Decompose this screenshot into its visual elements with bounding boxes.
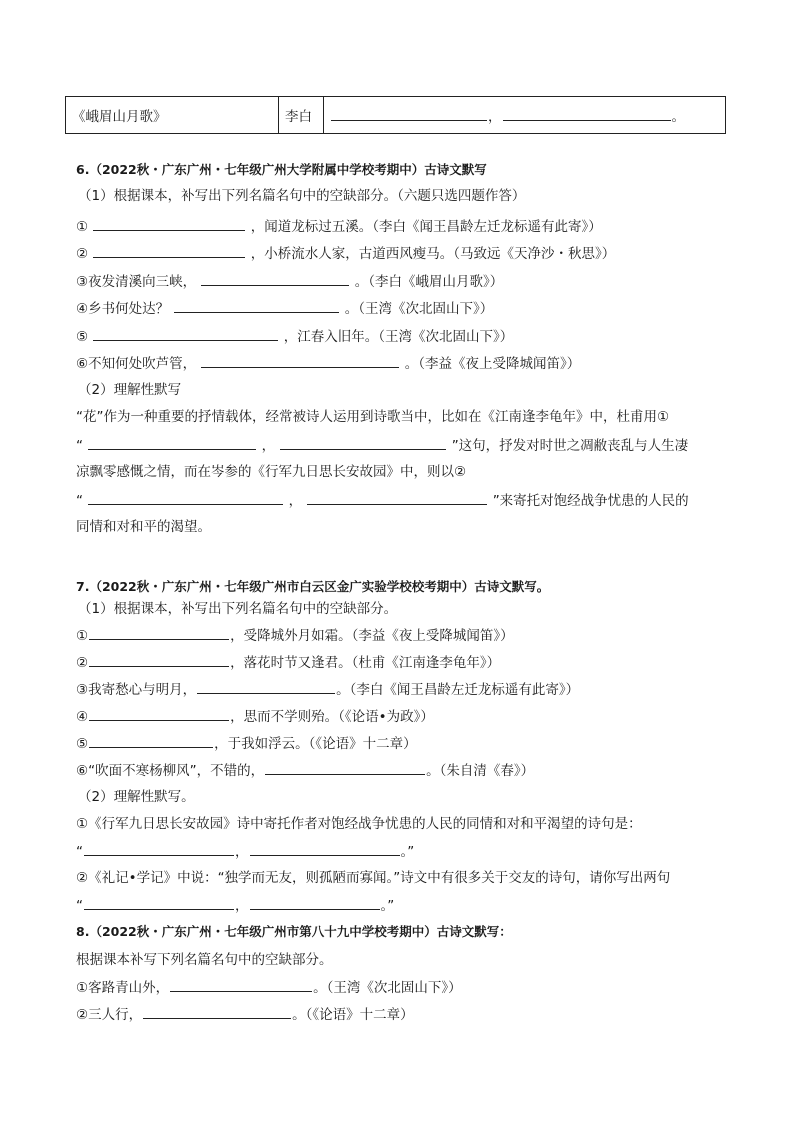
answer-blank[interactable] [307, 490, 487, 505]
q7-header: 7.（2022秋・广东广州・七年级广州市白云区金广实验学校校考期中）古诗文默写。 [76, 579, 550, 594]
q7-understand-1-answer: “ ， 。” [76, 841, 414, 862]
answer-blank[interactable] [93, 216, 245, 231]
answer-blank[interactable] [143, 1004, 291, 1019]
answer-blank[interactable] [89, 652, 229, 667]
answer-blank[interactable] [503, 106, 671, 121]
q7-item-1: ① ，受降城外月如霜。（李益《夜上受降城闻笛》） [76, 625, 514, 646]
q8-part1: 根据课本补写下列名篇名句中的空缺部分。 [76, 952, 333, 968]
q6-item-4: ④乡书何处达？ 。（王湾《次北固山下》） [76, 298, 493, 319]
q7-understand-2-answer: “ ， 。” [76, 895, 394, 916]
q6-text-4: “ ， ”来寄托对饱经战争忧患的人民的 [76, 490, 689, 511]
q7-item-5: ⑤ ，于我如浮云。（《论语》十二章） [76, 733, 417, 754]
answer-blank[interactable] [197, 679, 335, 694]
q6-item-1: ① ，闻道龙标过五溪。（李白《闻王昌龄左迁龙标遥有此寄》） [76, 216, 602, 237]
answer-blank[interactable] [88, 490, 283, 505]
q8-header: 8.（2022秋・广东广州・七年级广州市第八十九中学校考期中）古诗文默写： [76, 924, 512, 939]
q7-part1: （1）根据课本，补写出下列名篇名句中的空缺部分。 [78, 601, 398, 617]
q7-understand-1: ①《行军九日思长安故园》诗中寄托作者对饱经战争忧患的人民的同情和对和平渴望的诗句是： [76, 816, 642, 832]
q6-item-6: ⑥不知何处吹芦管， 。（李益《夜上受降城闻笛》） [76, 353, 580, 374]
q7-item-4: ④ ，思而不学则殆。（《论语•为政》） [76, 706, 434, 727]
q7-part2: （2）理解性默写。 [78, 789, 195, 805]
answer-blank[interactable] [201, 353, 399, 368]
table-sep: ， [488, 109, 502, 125]
answer-blank[interactable] [280, 435, 446, 450]
q6-item-5: ⑤ ，江春入旧年。（王湾《次北固山下》） [76, 326, 513, 347]
q6-part1: （1）根据课本，补写出下列名篇名句中的空缺部分。（六题只选四题作答） [78, 188, 526, 204]
answer-blank[interactable] [201, 271, 349, 286]
q7-item-3: ③我寄愁心与明月， 。（李白《闻王昌龄左迁龙标遥有此寄》） [76, 679, 579, 700]
q6-text-2: “ ， ”这句，抒发对时世之凋敝丧乱与人生凄 [76, 435, 688, 456]
poem-table [65, 96, 726, 134]
answer-blank[interactable] [84, 895, 234, 910]
table-author-cell [279, 97, 324, 134]
answer-blank[interactable] [265, 760, 425, 775]
answer-blank[interactable] [84, 841, 234, 856]
q6-item-3: ③夜发清溪向三峡， 。（李白《峨眉山月歌》） [76, 271, 503, 292]
table-title: 《峨眉山月歌》 [72, 109, 167, 125]
q7-understand-2: ②《礼记•学记》中说：“独学而无友，则孤陋而寡闻。”诗文中有很多关于交友的诗句，请你写出两句 [76, 870, 671, 886]
q7-item-2: ② ，落花时节又逢君。（杜甫《江南逢李龟年》） [76, 652, 500, 673]
table-end: 。 [671, 109, 685, 125]
q8-item-1: ①客路青山外， 。（王湾《次北固山下》） [76, 977, 462, 998]
answer-blank[interactable] [250, 841, 400, 856]
answer-blank[interactable] [170, 977, 312, 992]
q6-text-3: 凉飘零感慨之情，而在岑参的《行军九日思长安故园》中，则以② [76, 464, 467, 480]
q6-header: 6.（2022秋・广东广州・七年级广州大学附属中学校考期中）古诗文默写 [76, 162, 487, 177]
answer-blank[interactable] [89, 733, 213, 748]
answer-blank[interactable] [250, 895, 380, 910]
q6-text-5: 同情和对和平的渴望。 [76, 519, 211, 535]
answer-blank[interactable] [89, 706, 229, 721]
answer-blank[interactable] [331, 106, 487, 121]
answer-blank[interactable] [88, 435, 256, 450]
answer-blank[interactable] [93, 243, 245, 258]
answer-blank[interactable] [93, 326, 278, 341]
table-title-cell [66, 97, 279, 134]
answer-blank[interactable] [174, 298, 339, 313]
q7-item-6: ⑥“吹面不寒杨柳风”，不错的， 。（朱自清《春》） [76, 760, 534, 781]
q6-text-1: “花”作为一种重要的抒情载体，经常被诗人运用到诗歌当中，比如在《江南逢李龟年》中，杜甫用① [76, 409, 670, 425]
table-answer-cell [324, 97, 726, 134]
q8-item-2: ②三人行， 。（《论语》十二章） [76, 1004, 414, 1025]
q6-item-2: ② ，小桥流水人家，古道西风瘦马。（马致远《天净沙・秋思》） [76, 243, 615, 264]
answer-blank[interactable] [89, 625, 229, 640]
table-author: 李白 [285, 109, 312, 125]
q6-part2: （2）理解性默写 [78, 382, 182, 398]
